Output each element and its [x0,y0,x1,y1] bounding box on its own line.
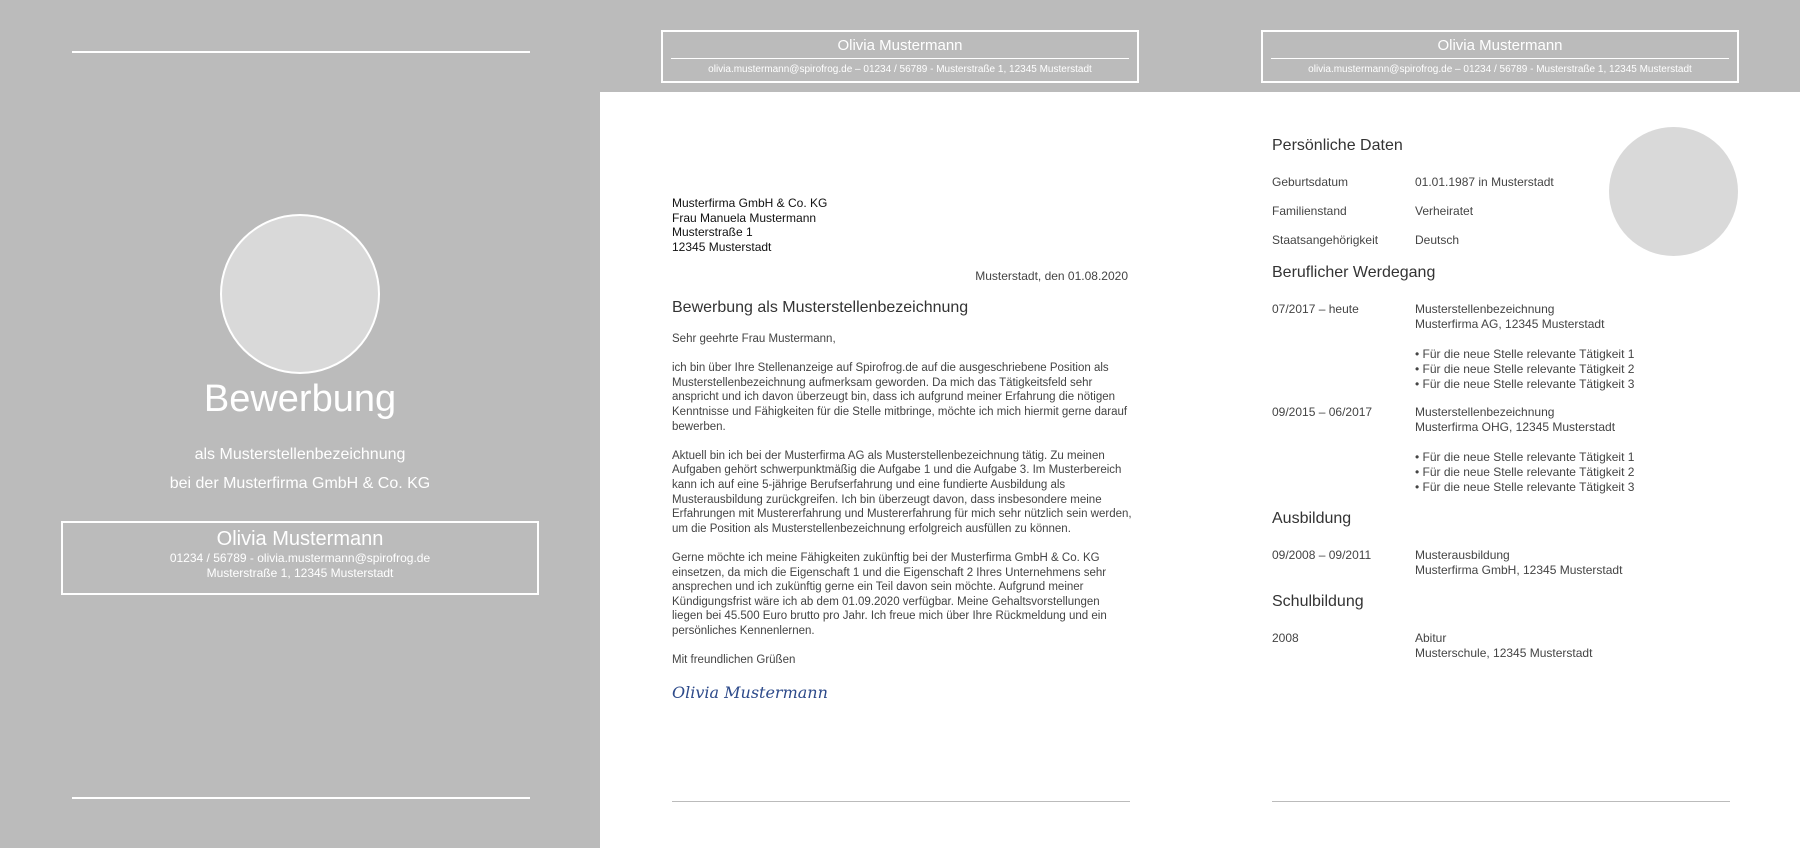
career-entry [1415,405,1634,495]
letter-paragraph: Aktuell bin ich bei der Musterfirma AG als Musterstellenbezeichnung tätig. Zu meinen Aufgaben gehört schwerpunktmäßig die Aufgabe 1 und die Aufgabe 3. Im Musterbereich kann ich auf eine 5-jährige Berufserfahrung und eine fundierte Ausbildung als Musterausbildung zurückgreifen. Ich bin überzeugt davon, dass insbesondere meine Erfahrungen mit Mustererfahrung und Mustererfahrung für mich sehr nützlich sein werden, um die Position als Musterstellenbezeichnung erfolgreich ausfüllen zu können. [672,449,1132,535]
letter-paragraph: ich bin über Ihre Stellenanzeige auf Spirofrog.de auf die ausgeschriebene Position als Musterstellenbezeichnung aufmerksam geworden. Da mich das Tätigkeitsfeld sehr anspricht und ich davon überzeugt bin, dass ich aufgrund meiner Erfahrung die nötigen Kenntnisse und Fähigkeiten für die Stelle mitbringe, möchte ich mich hiermit gerne darauf bewerben. [672,362,1128,433]
personal-value: Deutsch [1415,233,1460,247]
recipient-street: Musterstraße 1 [672,225,753,240]
education-title: Musterausbildung [1415,548,1510,562]
letter-subject: Bewerbung als Musterstellenbezeichnung [672,299,969,316]
personal-value: 01.01.1987 in Musterstadt [1415,175,1554,189]
cover-contact-box [61,521,539,595]
career-company: Musterfirma OHG, 12345 Musterstadt [1415,420,1616,434]
career-position: Musterstellenbezeichnung [1415,405,1555,419]
education-entry [1415,548,1622,578]
career-period: 07/2017 – heute [1272,302,1359,316]
education-period: 09/2008 – 09/2011 [1272,548,1372,562]
cv-body [1200,92,1800,848]
cv-bottom-rule [1272,801,1730,802]
cv-header-box [1261,30,1739,83]
career-task: • Für die neue Stelle relevante Tätigkeit 1 [1415,347,1635,361]
cover-name: Olivia Mustermann [216,528,384,550]
letter-body [600,92,1200,848]
personal-label: Geburtsdatum [1272,175,1349,189]
career-task: • Für die neue Stelle relevante Tätigkeit 3 [1415,480,1635,494]
letter-date: Musterstadt, den 01.08.2020 [975,269,1128,283]
recipient-person: Frau Manuela Mustermann [672,210,817,225]
letter-content [672,332,1132,668]
school-period: 2008 [1272,631,1299,645]
cover-page [0,0,600,848]
header-contact: olivia.mustermann@spirofrog.de – 01234 / 56789 - Musterstraße 1, 12345 Musterstadt [708,64,1092,75]
header-name: Olivia Mustermann [1437,37,1563,54]
section-personal-title: Persönliche Daten [1272,137,1403,154]
career-task: • Für die neue Stelle relevante Tätigkeit 1 [1415,450,1635,464]
cover-photo-placeholder [220,214,380,374]
cover-letter-page [600,0,1200,848]
career-task: • Für die neue Stelle relevante Tätigkeit 2 [1415,465,1635,479]
section-career-title: Beruflicher Werdegang [1272,264,1436,281]
cover-top-rule [72,51,530,53]
career-task: • Für die neue Stelle relevante Tätigkeit 3 [1415,377,1635,391]
header-divider [1271,58,1729,59]
personal-label: Staatsangehörigkeit [1272,233,1379,247]
recipient-city: 12345 Musterstadt [672,239,772,254]
school-institution: Musterschule, 12345 Musterstadt [1415,646,1593,660]
header-divider [671,58,1129,59]
cover-company-line: bei der Musterfirma GmbH & Co. KG [169,475,431,492]
personal-value: Verheiratet [1415,204,1474,218]
career-period: 09/2015 – 06/2017 [1272,405,1373,419]
header-contact: olivia.mustermann@spirofrog.de – 01234 / 56789 - Musterstraße 1, 12345 Musterstadt [1308,64,1692,75]
career-position: Musterstellenbezeichnung [1415,302,1555,316]
letter-header-box [661,30,1139,83]
cover-position-line: als Musterstellenbezeichnung [194,446,406,463]
letter-salutation: Sehr geehrte Frau Mustermann, [672,333,836,345]
personal-label: Familienstand [1272,204,1347,218]
letter-paragraph: Gerne möchte ich meine Fähigkeiten zukünftig bei der Musterfirma GmbH & Co. KG einsetzen, da mich die Eigenschaft 1 und die Eigenschaft 2 Ihres Unternehmens sehr ansprechen und ich zukünftig gerne ein Teil davon sein möchte. Aufgrund meiner Kündigungsfrist wäre ich ab dem 01.09.2020 verfügbar. Meine Gehaltsvorstellungen liegen bei 45.500 Euro brutto pro Jahr. Ich freue mich über Ihre Rückmeldung und ein persönliches Kennenlernen. [672,551,1107,637]
school-entry [1415,631,1592,661]
section-education-title: Ausbildung [1272,510,1352,527]
career-company: Musterfirma AG, 12345 Musterstadt [1415,317,1605,331]
cover-contact-line-1: 01234 / 56789 - olivia.mustermann@spirofrog.de [169,551,431,565]
header-name: Olivia Mustermann [837,37,963,54]
career-task: • Für die neue Stelle relevante Tätigkeit 2 [1415,362,1635,376]
cv-page [1200,0,1800,848]
signature: Olivia Mustermann [672,683,828,702]
section-school-title: Schulbildung [1272,593,1364,610]
letter-closing: Mit freundlichen Grüßen [672,654,796,667]
cover-title: Bewerbung [203,378,397,420]
cv-photo-placeholder [1609,127,1738,256]
school-degree: Abitur [1415,631,1447,645]
cover-contact-line-2: Musterstraße 1, 12345 Musterstadt [206,566,394,580]
education-institution: Musterfirma GmbH, 12345 Musterstadt [1415,563,1623,577]
letter-bottom-rule [672,801,1130,802]
cover-bottom-rule [72,797,530,799]
recipient-address [672,196,827,254]
recipient-company: Musterfirma GmbH & Co. KG [672,196,828,210]
career-entry [1415,302,1634,392]
